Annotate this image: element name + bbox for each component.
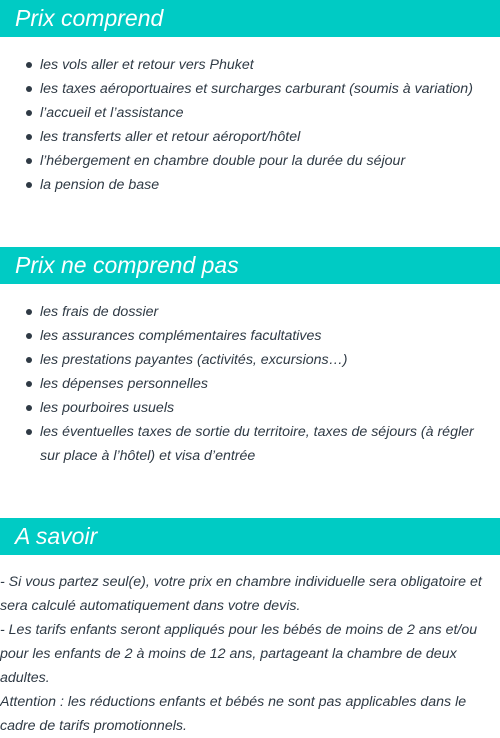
bullet-icon: [26, 381, 32, 387]
included-list: [0, 53, 500, 197]
list-item: les pourboires usuels: [0, 396, 500, 420]
section-title-info: A savoir: [0, 518, 500, 555]
list-item: les frais de dossier: [0, 300, 500, 324]
bullet-icon: [26, 134, 32, 140]
list-item: les dépenses personnelles: [0, 372, 500, 396]
bullet-icon: [26, 110, 32, 116]
list-item: les assurances complémentaires facultatives: [0, 324, 500, 348]
bullet-icon: [26, 86, 32, 92]
list-item: la pension de base: [0, 173, 500, 197]
list-item: l’hébergement en chambre double pour la durée du séjour: [0, 149, 500, 173]
info-paragraph: Attention : les réductions enfants et bébés ne sont pas applicables dans le cadre de tarifs promotionnels.: [0, 694, 467, 734]
list-item: les taxes aéroportuaires et surcharges carburant (soumis à variation): [0, 77, 500, 101]
bullet-icon: [26, 333, 32, 339]
excluded-list: [0, 300, 500, 468]
bullet-icon: [26, 309, 32, 315]
bullet-icon: [26, 429, 32, 435]
list-item: les vols aller et retour vers Phuket: [0, 53, 500, 77]
info-paragraph: - Les tarifs enfants seront appliqués pour les bébés de moins de 2 ans et/ou pour les enfants de 2 à moins de 12 ans, partageant la chambre de deux adultes.: [0, 622, 478, 686]
list-item: les éventuelles taxes de sortie du territoire, taxes de séjours (à régler sur place à l’hôtel) et visa d’entrée: [0, 420, 500, 468]
bullet-icon: [26, 158, 32, 164]
section-title-included: Prix comprend: [0, 0, 500, 37]
bullet-icon: [26, 405, 32, 411]
info-text: [0, 570, 500, 738]
list-item: les transferts aller et retour aéroport/hôtel: [0, 125, 500, 149]
bullet-icon: [26, 62, 32, 68]
bullet-icon: [26, 182, 32, 188]
list-item: l’accueil et l’assistance: [0, 101, 500, 125]
info-paragraph: - Si vous partez seul(e), votre prix en chambre individuelle sera obligatoire et sera calculé automatiquement dans votre devis.: [0, 574, 482, 614]
section-title-excluded: Prix ne comprend pas: [0, 247, 500, 284]
bullet-icon: [26, 357, 32, 363]
list-item: les prestations payantes (activités, excursions…): [0, 348, 500, 372]
